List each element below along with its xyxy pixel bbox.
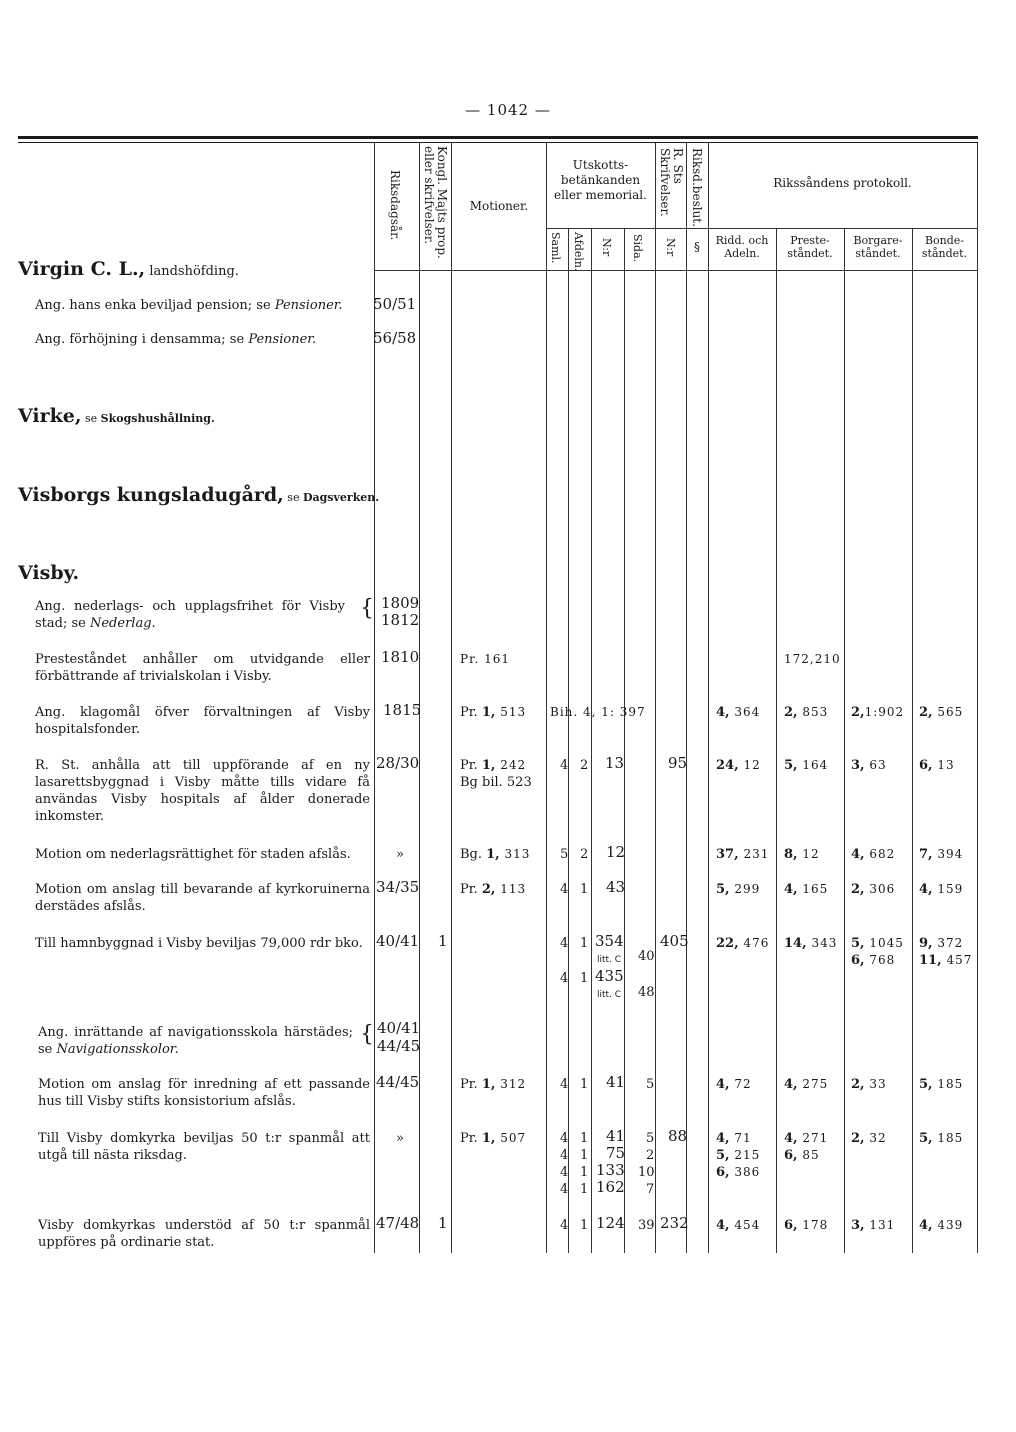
row-13-ridd-vol: 4, [716,1218,730,1233]
subject-visborg-se: se [283,491,303,504]
row-7-ridd-vol: 37, [716,847,739,862]
col-line-11 [776,228,777,1253]
row-7-bonde-vol: 7, [919,847,933,862]
row-9-nr-1: 354 [595,932,624,950]
row-9-prest-page: 343 [806,936,838,950]
row-8-prest-page: 165 [797,882,829,896]
row-7-prest [784,846,820,863]
row-5-year: 1815 [383,701,422,719]
row-4-year: 1810 [381,648,420,666]
header-afdeln: Afdeln. [572,232,585,272]
row-12-sida-2: 2 [646,1148,655,1163]
row-10-year-b: 44/45 [377,1037,421,1055]
row-9-sida-2: 48 [638,985,655,1000]
row-7-saml: 5 [560,847,569,862]
row-6-bonde-page: 13 [932,758,955,772]
row-7-prest-page: 12 [797,847,820,861]
row-11-bonde-page: 185 [932,1077,964,1091]
row-12-sida-4: 7 [646,1182,655,1197]
subject-virke-name: Virke, [18,405,82,427]
row-9-rsts: 405 [660,932,689,950]
row-11-afd: 1 [580,1077,589,1092]
header-sida: Sida. [631,234,644,263]
row-7-afd: 2 [580,847,589,862]
row-12-bonde-vol: 5, [919,1131,933,1146]
row-5-desc: Ang. klagomål öfver förvaltningen af Visby hospitalsfonder. [35,705,370,737]
col-line-8 [655,143,656,1253]
row-9-saml-1: 4 [560,936,569,951]
row-7-desc: Motion om nederlagsrättighet för staden afslås. [35,847,351,862]
row-7-bonde-page: 394 [932,847,964,861]
row-13-year: 47/48 [376,1214,420,1232]
row-12-afd-3: 1 [580,1165,589,1180]
row-9-prest [784,935,837,952]
row-6-prest [784,757,828,774]
row-7-ridd [716,846,769,863]
row-5-utskott: Bih. 4, 1: 397 [550,705,646,719]
row-13-kongl: 1 [438,1214,448,1232]
subject-virke-ref: Skogshushållning. [100,412,215,425]
row-6-motion-page: 242 [495,758,527,772]
header-riksdagsar: Riksdagsår. [388,170,402,241]
row-9-prest-vol: 14, [784,936,807,951]
row-12-desc: Till Visby domkyrka beviljas 50 t:r spanmål att utgå till nästa riksdag. [38,1131,370,1163]
row-10-text: Ang. inrättande af navigationsskola härstädes; se [38,1025,353,1057]
row-5-borg-vol: 2, [851,705,865,720]
row-11-motion [460,1076,526,1093]
row-1-ref: Pensioner. [274,298,343,313]
row-8-ridd-page: 299 [729,882,761,896]
row-12-afd-1: 1 [580,1131,589,1146]
row-8-borg-page: 306 [864,882,896,896]
row-12-borg-page: 32 [864,1131,887,1145]
row-11-prest-page: 275 [797,1077,829,1091]
col-line-12 [844,228,845,1253]
row-12-borg [851,1130,887,1147]
row-8-prest [784,881,828,898]
row-13-borg-page: 131 [864,1218,896,1232]
row-3-year-b: 1812 [381,611,420,629]
row-11-ridd [716,1076,752,1093]
row-8-ridd [716,881,760,898]
row-5-bonde [919,704,963,721]
row-12-prest-2-vol: 6, [784,1148,798,1163]
row-4-prest: 172,210 [784,652,841,666]
row-6-borg [851,757,887,774]
subject-visby-name: Visby. [18,562,80,584]
row-6-rsts: 95 [668,754,688,772]
row-5-motion [460,704,526,721]
row-11-motion-prefix: Pr. [460,1077,482,1092]
row-12-ridd-1 [716,1130,752,1147]
row-12-sida-3: 10 [638,1165,655,1180]
row-8-motion-page: 113 [495,882,527,896]
row-13-prest-vol: 6, [784,1218,798,1233]
row-9-borg-2-vol: 6, [851,953,865,968]
row-11-ridd-page: 72 [729,1077,752,1091]
row-12-rsts: 88 [668,1127,688,1145]
row-8-motion-prefix: Pr. [460,882,482,897]
row-11-saml: 4 [560,1077,569,1092]
subject-virgin-name: Virgin C. L., [18,258,146,280]
row-9-bonde-2-vol: 11, [919,953,942,968]
row-2-ref: Pensioner. [248,332,317,347]
row-5-motion-prefix: Pr. [460,705,482,720]
row-8-prest-vol: 4, [784,882,798,897]
row-9-ridd [716,935,769,952]
row-8-desc: Motion om anslag till bevarande af kyrkoruinerna derstädes afslås. [35,882,370,914]
top-rule-thick [18,136,978,139]
row-12-motion [460,1130,526,1147]
header-subline [546,228,977,229]
header-paragraph: § [694,240,700,254]
row-3-text: Ang. nederlags- och upplagsfrihet för Visby stad; se [35,599,345,631]
row-6-ridd-page: 12 [738,758,761,772]
row-9-desc: Till hamnbyggnad i Visby beviljas 79,000 rdr bko. [35,936,363,951]
row-12-ridd-3-vol: 6, [716,1165,730,1180]
row-9-kongl: 1 [438,932,448,950]
row-12-saml-1: 4 [560,1131,569,1146]
row-9-bonde-1 [919,935,963,952]
row-3-brace: { [360,596,374,621]
header-utskott: Utskotts- betänkanden eller memorial. [554,158,647,202]
subject-visborg-name: Visborgs kungsladugård, [18,484,284,506]
row-7-borg-page: 682 [864,847,896,861]
row-12-ridd-3-page: 386 [729,1165,761,1179]
row-5-ridd-vol: 4, [716,705,730,720]
row-11-prest-vol: 4, [784,1077,798,1092]
row-5-ridd-page: 364 [729,705,761,719]
row-4-motion: Pr. 161 [460,652,511,666]
row-13-rsts: 232 [660,1214,689,1232]
header-rsts: R. Sts Skrifvelser. [658,148,685,217]
col-line-4 [546,143,547,1253]
row-13-nr: 124 [596,1214,625,1232]
row-12-afd-2: 1 [580,1148,589,1163]
subject-virgin-title: landshöfding. [145,264,239,279]
subject-visborg [18,484,379,506]
row-13-bonde-vol: 4, [919,1218,933,1233]
row-9-bonde-2-page: 457 [941,953,973,967]
row-12-prest-1-vol: 4, [784,1131,798,1146]
row-6-prest-vol: 5, [784,758,798,773]
row-12-sida-1: 5 [646,1131,655,1146]
col-line-5 [568,228,569,1253]
row-12-prest-1 [784,1130,828,1147]
row-13-bonde [919,1217,963,1234]
col-line-13 [912,228,913,1253]
row-11-bonde-vol: 5, [919,1077,933,1092]
row-9-borg-1 [851,935,904,952]
row-13-saml: 4 [560,1218,569,1233]
row-7-bonde [919,846,963,863]
row-13-ridd [716,1217,760,1234]
subject-visby [18,562,79,584]
row-9-afd-2: 1 [580,971,589,986]
row-6-desc: R. St. anhålla att till uppförande af en ny lasarettsbyggnad i Visby måtte tills vidare få användas Visby hospitals af ålder donerade inkomster. [35,758,370,824]
row-5-prest [784,704,828,721]
row-6-saml: 4 [560,758,569,773]
row-2-year: 56/58 [373,329,417,347]
header-bottom-line [374,270,977,271]
row-9-sida-1: 40 [638,949,655,964]
row-11-nr: 41 [606,1073,626,1091]
row-8-borg-vol: 2, [851,882,865,897]
row-8-nr: 43 [606,878,626,896]
row-12-year: » [396,1131,404,1146]
row-4-desc: Presteståndet anhåller om utvidgande eller förbättrande af trivialskolan i Visby. [35,652,370,684]
row-6-year: 28/30 [376,754,420,772]
row-6-prest-page: 164 [797,758,829,772]
row-11-desc: Motion om anslag för inredning af ett passande hus till Visby stifts konsistorium afslås. [38,1077,370,1109]
row-9-afd-1: 1 [580,936,589,951]
row-12-ridd-3 [716,1164,760,1181]
row-5-motion-page: 513 [495,705,527,719]
row-13-desc: Visby domkyrkas understöd af 50 t:r spanmål uppföres på ordinarie stat. [38,1218,370,1250]
row-13-prest [784,1217,828,1234]
row-8-afd: 1 [580,882,589,897]
row-12-prest-1-page: 271 [797,1131,829,1145]
row-7-nr: 12 [606,843,626,861]
row-6-motion-vol: 1, [481,758,496,773]
row-7-motion [460,846,530,863]
col-line-6 [591,228,592,1253]
row-8-motion [460,881,526,898]
header-bonde: Bonde- ståndet. [921,234,968,260]
row-6-ridd [716,757,761,774]
row-6-afd: 2 [580,758,589,773]
row-9-year: 40/41 [376,932,420,950]
row-6-borg-vol: 3, [851,758,865,773]
row-13-borg [851,1217,895,1234]
row-8-saml: 4 [560,882,569,897]
row-12-nr-1: 41 [606,1127,626,1145]
row-13-ridd-page: 454 [729,1218,761,1232]
col-line-14 [977,143,978,1253]
row-7-prest-vol: 8, [784,847,798,862]
row-2-text: Ang. förhöjning i densamma; se [35,332,249,347]
row-12-motion-prefix: Pr. [460,1131,482,1146]
row-12-prest-2-page: 85 [797,1148,820,1162]
row-9-saml-2: 4 [560,971,569,986]
col-line-9 [686,143,687,1253]
row-12-motion-page: 507 [495,1131,527,1145]
row-8-ridd-vol: 5, [716,882,730,897]
row-3-desc [35,598,345,632]
row-12-ridd-1-vol: 4, [716,1131,730,1146]
row-13-afd: 1 [580,1218,589,1233]
row-13-borg-vol: 3, [851,1218,865,1233]
subject-virke [18,405,215,427]
row-12-nr-4: 162 [596,1178,625,1196]
row-6-bonde-vol: 6, [919,758,933,773]
row-9-bonde-2 [919,952,972,969]
row-11-year: 44/45 [376,1073,420,1091]
row-9-ridd-vol: 22, [716,936,739,951]
row-5-prest-page: 853 [797,705,829,719]
row-11-motion-vol: 1, [481,1077,496,1092]
row-7-motion-page: 313 [499,847,531,861]
header-nr: N:r [600,238,613,257]
header-saml: Saml. [549,232,562,264]
row-1-desc [35,297,375,314]
row-9-borg-2 [851,952,895,969]
row-8-borg [851,881,895,898]
top-rule-thin [18,142,978,143]
row-7-ridd-page: 231 [738,847,770,861]
header-motioner: Motioner. [469,199,529,213]
row-6-nr: 13 [605,754,625,772]
row-12-ridd-2-vol: 5, [716,1148,730,1163]
row-11-borg [851,1076,887,1093]
row-11-motion-page: 312 [495,1077,527,1091]
row-5-ridd [716,704,760,721]
row-12-nr-3: 133 [596,1161,625,1179]
header-riksd-beslut: Riksd.beslut. [690,148,704,227]
row-6-ridd-vol: 24, [716,758,739,773]
row-5-borg-page: 1:902 [864,705,905,719]
col-line-10 [708,143,709,1253]
row-6-borg-page: 63 [864,758,887,772]
col-line-7 [624,228,625,1253]
row-11-borg-vol: 2, [851,1077,865,1092]
header-protokoll: Rikssåndens protokoll. [773,176,912,190]
row-13-bonde-page: 439 [932,1218,964,1232]
row-10-brace: { [360,1022,374,1047]
row-12-afd-4: 1 [580,1182,589,1197]
row-10-desc [38,1024,353,1058]
subject-visborg-ref: Dagsverken. [302,491,380,504]
row-10-ref: Navigationsskolor. [56,1042,179,1057]
header-rsts-nr: N:r [664,238,677,257]
row-9-litt-1: litt. C [597,955,622,965]
row-12-saml-3: 4 [560,1165,569,1180]
row-12-bonde [919,1130,963,1147]
subject-virgin [18,258,239,280]
row-3-ref: Nederlag. [89,616,156,631]
row-8-bonde [919,881,963,898]
row-5-bonde-page: 565 [932,705,964,719]
row-8-bonde-page: 159 [932,882,964,896]
subject-virke-se: se [81,412,101,425]
page-number: — 1042 — [465,101,551,119]
row-12-borg-vol: 2, [851,1131,865,1146]
row-9-borg-1-page: 1045 [864,936,904,950]
row-3-year-a: 1809 [381,594,420,612]
row-12-nr-2: 75 [606,1144,626,1162]
row-6-bonde [919,757,955,774]
row-7-borg-vol: 4, [851,847,865,862]
row-9-bonde-1-page: 372 [932,936,964,950]
row-10-year-a: 40/41 [377,1019,421,1037]
row-12-ridd-1-page: 71 [729,1131,752,1145]
row-12-ridd-2 [716,1147,760,1164]
row-11-prest [784,1076,828,1093]
row-5-prest-vol: 2, [784,705,798,720]
header-prest: Preste- ståndet. [787,234,833,260]
row-11-bonde [919,1076,963,1093]
row-11-sida: 5 [646,1077,655,1092]
row-6-motion-prefix: Pr. [460,758,482,773]
row-1-text: Ang. hans enka beviljad pension; se [35,298,275,313]
header-kongl-prop: Kongl. Majts prop. eller skrifvelser. [422,146,449,259]
row-2-desc [35,331,375,348]
row-8-bonde-vol: 4, [919,882,933,897]
row-13-prest-page: 178 [797,1218,829,1232]
row-6-motion-2: Bg bil. 523 [460,775,532,790]
row-5-motion-vol: 1, [481,705,496,720]
row-9-borg-1-vol: 5, [851,936,865,951]
row-8-year: 34/35 [376,878,420,896]
row-9-bonde-1-vol: 9, [919,936,933,951]
row-5-bonde-vol: 2, [919,705,933,720]
row-9-litt-2: litt. C [597,990,622,1000]
row-11-borg-page: 33 [864,1077,887,1091]
row-12-saml-4: 4 [560,1182,569,1197]
row-11-ridd-vol: 4, [716,1077,730,1092]
row-12-saml-2: 4 [560,1148,569,1163]
row-7-year: » [396,847,404,862]
row-12-prest-2 [784,1147,820,1164]
row-13-sida: 39 [638,1218,655,1233]
row-7-motion-vol: 1, [486,847,500,862]
row-7-motion-prefix: Bg. [460,847,487,862]
header-borg: Borgare- ståndet. [853,234,903,260]
row-1-year: 50/51 [373,295,417,313]
row-9-ridd-page: 476 [738,936,770,950]
row-12-motion-vol: 1, [481,1131,496,1146]
row-5-borg [851,704,904,721]
row-6-motion-1 [460,757,526,774]
row-9-borg-2-page: 768 [864,953,896,967]
row-12-ridd-2-page: 215 [729,1148,761,1162]
col-line-3 [451,143,452,1253]
header-ridd: Ridd. och Adeln. [715,234,769,260]
row-7-borg [851,846,895,863]
row-9-nr-2: 435 [595,967,624,985]
row-12-bonde-page: 185 [932,1131,964,1145]
row-8-motion-vol: 2, [481,882,496,897]
